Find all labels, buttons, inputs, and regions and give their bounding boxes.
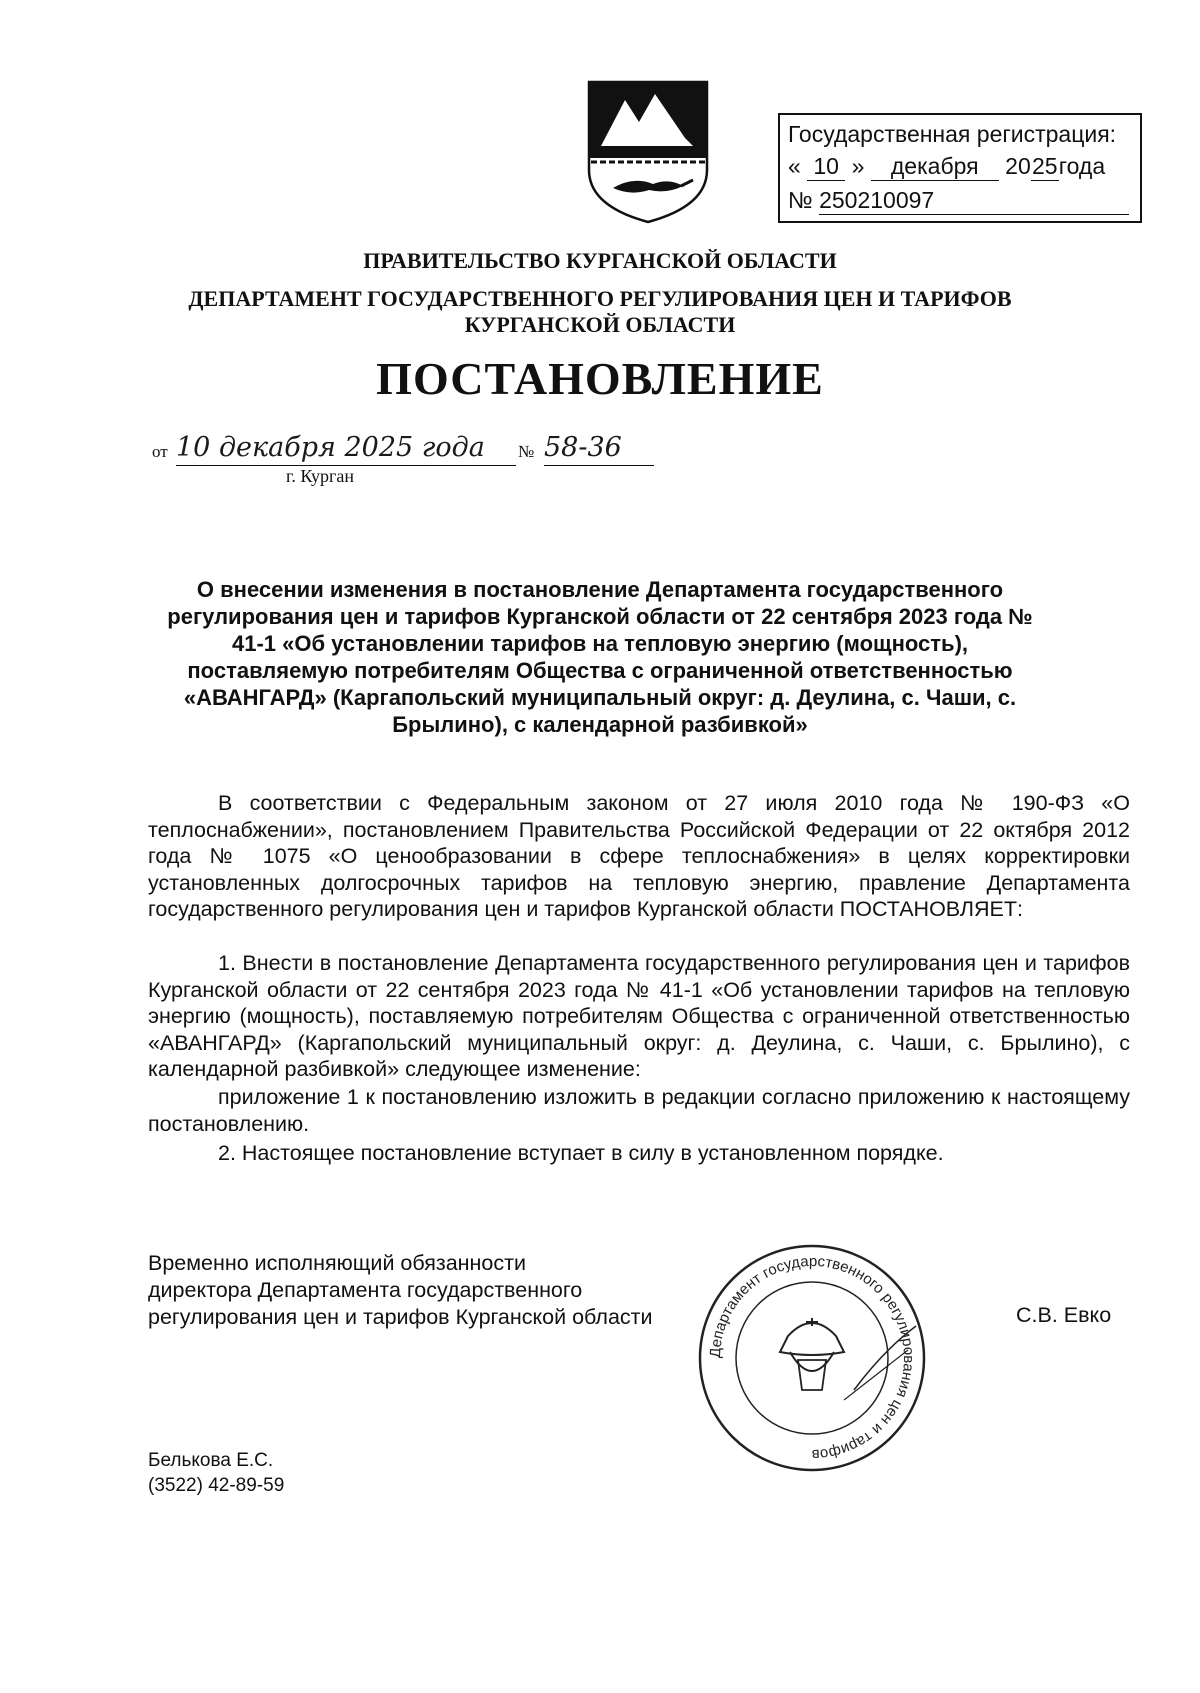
item-1-paragraph: 1. Внести в постановление Департамента государственного регулирования цен и тарифов Курганской области от 22 сентября 2023 года № 41-1 «Об установлении тарифов на тепловую энергию (мощность), поставляемую потребителям Общества с ограниченной ответственностью «АВАНГАРД» (Каргапольский муниципальный округ: д. Деулина, с. Чаши, с. Брылино), с календарной разбивкой» следующее изменение: xyxy=(148,951,1130,1081)
registration-number-row xyxy=(788,187,1129,215)
coat-of-arms-icon xyxy=(583,78,713,226)
registration-year-prefix: 20 xyxy=(1005,153,1031,179)
date-prefix: от xyxy=(152,442,168,461)
document-subject: О внесении изменения в постановление Департамента государственного регулирования цен и тарифов Курганской области от 22 сентября 2023 года № 41-1 «Об установлении тарифов на тепловую энергию (мощность), поставляемую потребителям Общества с ограниченной ответственностью «АВАНГАРД» (Каргапольский муниципальный округ: д. Деулина, с. Чаши, с. Брылино), с календарной разбивкой» xyxy=(167,577,1033,737)
issue-date-row xyxy=(152,432,652,472)
signatory-title-line1: Временно исполняющий обязанности xyxy=(148,1251,526,1275)
registration-month: декабря xyxy=(871,153,999,181)
day-close-quote: » xyxy=(851,153,865,179)
executor-phone: (3522) 42-89-59 xyxy=(148,1475,285,1496)
executor-name: Белькова Е.С. xyxy=(148,1450,274,1471)
handwritten-number: 58-36 xyxy=(544,432,654,466)
registration-number-label: № xyxy=(788,187,813,213)
registration-year-suffix: 25 xyxy=(1031,153,1058,179)
registration-day: 10 xyxy=(807,153,845,181)
number-sign: № xyxy=(518,442,535,461)
registration-heading: Государственная регистрация: xyxy=(788,121,1117,147)
department-title-line2: КУРГАНСКОЙ ОБЛАСТИ xyxy=(464,312,736,337)
signatory-title xyxy=(148,1250,708,1331)
registration-number: 250210097 xyxy=(819,187,1129,215)
signatory-name: С.В. Евко xyxy=(1016,1303,1112,1327)
official-seal-icon xyxy=(694,1240,930,1476)
handwritten-date: 10 декабря 2025 года xyxy=(176,432,516,466)
registration-date xyxy=(788,153,1105,181)
day-open-quote: « xyxy=(788,153,801,179)
signatory-title-line2: директора Департамента государственного xyxy=(148,1278,583,1302)
svg-text:Департамент государственного р: Департамент государственного регулирования цен и тарифов xyxy=(706,1252,918,1464)
preamble-paragraph: В соответствии с Федеральным законом от 27 июля 2010 года № 190-ФЗ «О теплоснабжении», постановлением Правительства Российской Федерации от 22 октября 2012 года № 1075 «О ценообразовании в сфере теплоснабжения» в целях корректировки установленных долгосрочных тарифов на тепловую энергию, правление Департамента государственного регулирования цен и тарифов Курганской области ПОСТАНОВЛЯЕТ: xyxy=(148,791,1130,921)
city: г. Курган xyxy=(286,466,355,486)
executor-contact xyxy=(148,1448,284,1498)
item-2-paragraph: 2. Настоящее постановление вступает в силу в установленном порядке. xyxy=(218,1141,944,1165)
government-title: ПРАВИТЕЛЬСТВО КУРГАНСКОЙ ОБЛАСТИ xyxy=(363,248,837,273)
department-title-line1: ДЕПАРТАМЕНТ ГОСУДАРСТВЕННОГО РЕГУЛИРОВАНИЯ ЦЕН И ТАРИФОВ xyxy=(188,286,1012,311)
state-registration-box xyxy=(778,113,1142,223)
document-type-title: ПОСТАНОВЛЕНИЕ xyxy=(376,353,824,404)
signatory-title-line3: регулирования цен и тарифов Курганской области xyxy=(148,1305,653,1329)
registration-year-word: года xyxy=(1058,153,1106,179)
item-1-detail-paragraph: приложение 1 к постановлению изложить в редакции согласно приложению к настоящему постановлению. xyxy=(148,1085,1130,1136)
